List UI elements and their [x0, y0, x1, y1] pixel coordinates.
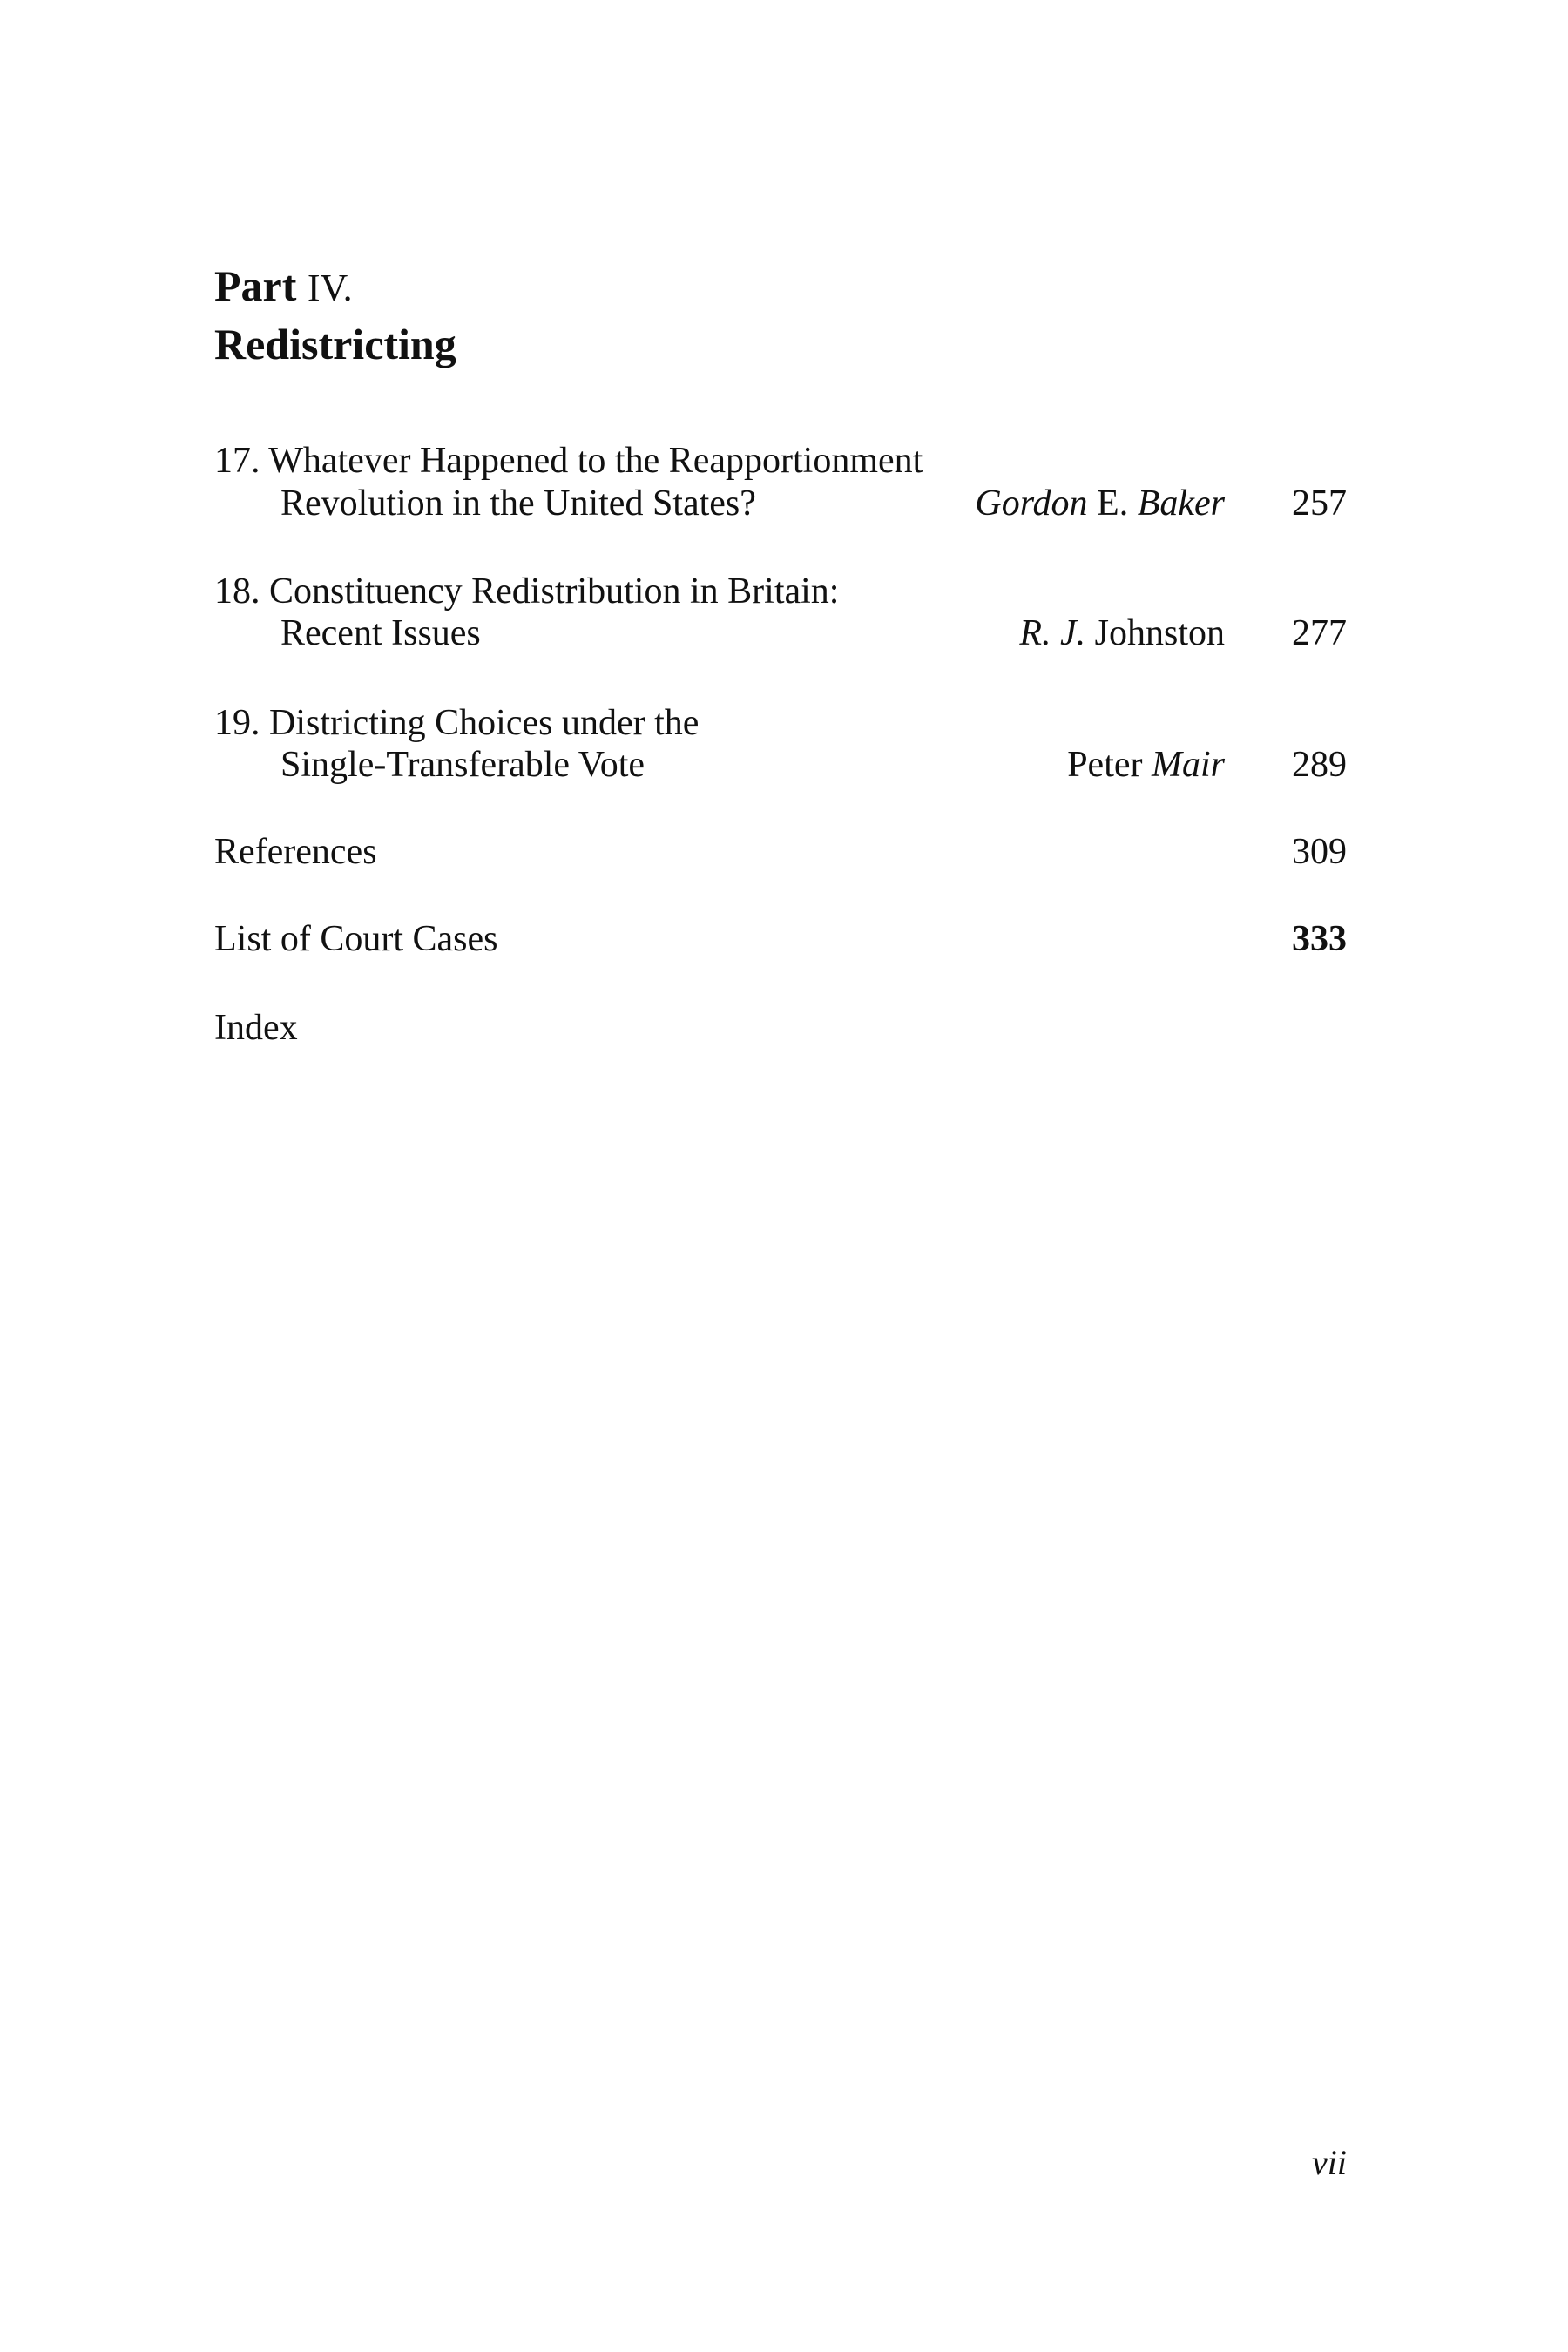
part-label: Part: [214, 261, 297, 310]
chapter-18-author-mid: J.: [1059, 613, 1086, 653]
chapter-18-number: 18.: [214, 571, 260, 612]
chapter-19-title: Districting Choices under the: [269, 703, 700, 743]
references-title: References: [214, 832, 377, 872]
chapter-18-author-last: Johnston: [1094, 613, 1225, 653]
chapter-18-title-line1: [214, 570, 839, 613]
part-heading: [214, 258, 456, 372]
chapter-19-title-line2: Single-Transferable Vote: [280, 745, 645, 785]
chapter-19-author-last: Mair: [1152, 745, 1225, 785]
chapter-19-title-line1: [214, 701, 699, 745]
chapter-17-title-line2: Revolution in the United States?: [280, 483, 756, 524]
chapter-17-author-last: Baker: [1137, 483, 1225, 524]
chapter-17-title: Whatever Happened to the Reapportionment: [268, 441, 923, 481]
chapter-18-title-line2: Recent Issues: [280, 613, 481, 653]
chapter-19-author-first: Peter: [1067, 745, 1143, 785]
chapter-18-author-first: R.: [1019, 613, 1051, 653]
chapter-17-number: 17.: [214, 441, 260, 481]
part-numeral: IV.: [307, 267, 353, 309]
chapter-17-author-first: Gordon: [975, 483, 1088, 524]
chapter-18-title: Constituency Redistribution in Britain:: [269, 571, 840, 612]
chapter-19-page: 289: [1292, 745, 1347, 785]
chapter-17-page: 257: [1292, 483, 1347, 524]
page-folio: vii: [1312, 2143, 1347, 2182]
chapter-17-author-mid: E.: [1097, 483, 1129, 524]
chapter-19-author: [1067, 743, 1225, 787]
index-title: Index: [214, 1008, 298, 1048]
chapter-17-title-line1: [214, 439, 923, 483]
references-page: 309: [1292, 832, 1347, 872]
chapter-19-number: 19.: [214, 703, 260, 743]
chapter-18-page: 277: [1292, 613, 1347, 653]
court-cases-page: 333: [1292, 919, 1347, 959]
chapter-17-author: [975, 482, 1225, 525]
court-cases-title: List of Court Cases: [214, 919, 498, 959]
chapter-18-author: [1019, 612, 1225, 655]
part-title: Redistricting: [214, 320, 456, 368]
